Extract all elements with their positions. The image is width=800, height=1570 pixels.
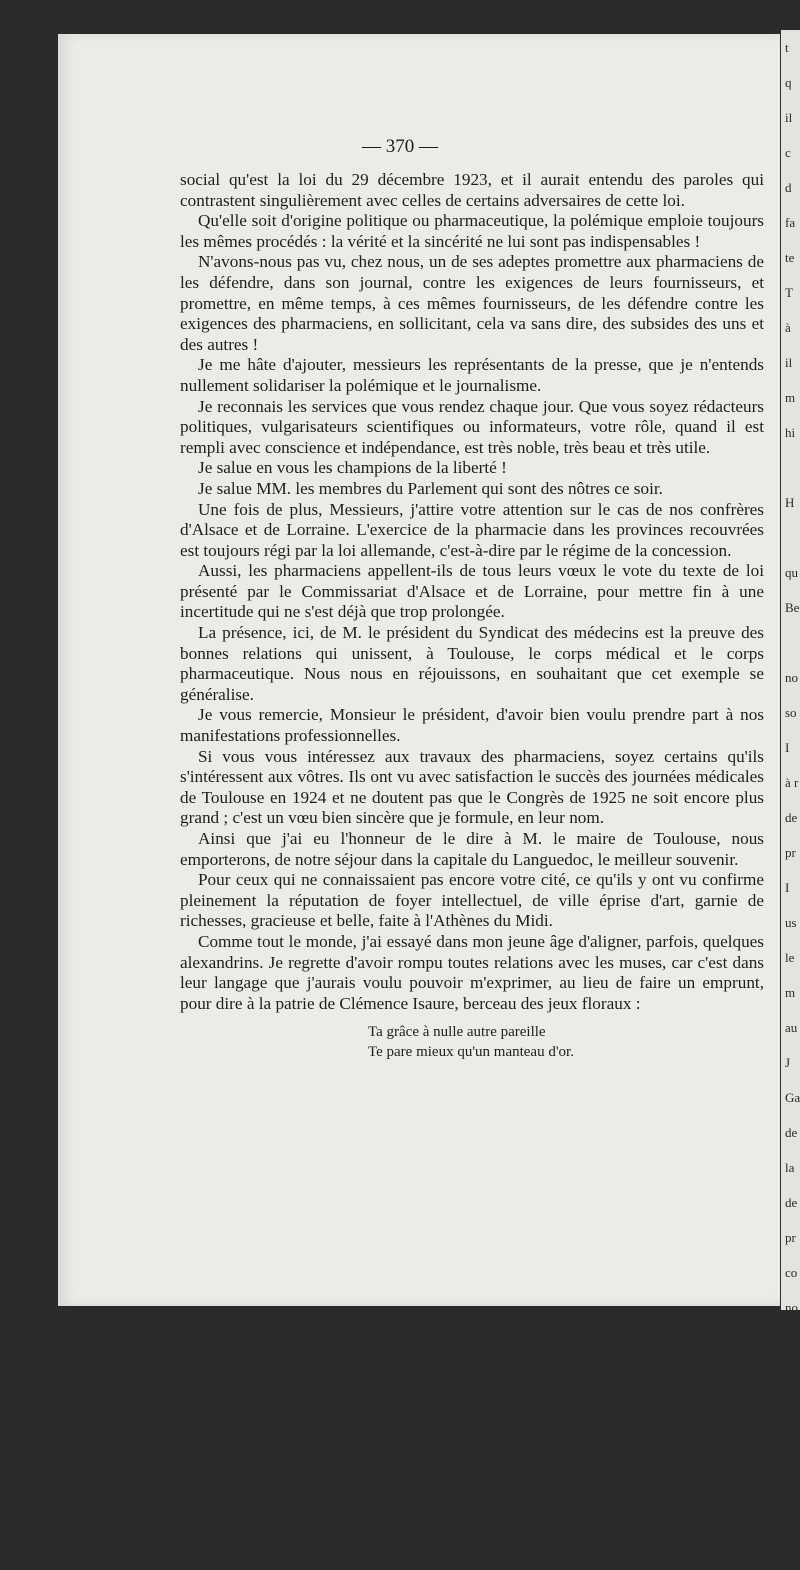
paragraph: social qu'est la loi du 29 décembre 1923, et il aurait entendu des paroles qui contrastent singulièrement avec celles de certains adversaires de cette loi.	[180, 170, 764, 210]
paragraph: Si vous vous intéressez aux travaux des pharmaciens, soyez certains qu'ils s'intéressent aux vôtres. Ils ont vu avec satisfaction le succès des journées médicales de Toulouse en 1924 et ne doutent pas que le Congrès de 1925 ne soit encore plus grand ; c'est un vœu bien sincère que je formule, en leur nom.	[180, 746, 764, 828]
next-page-fragment: m	[785, 985, 796, 1000]
next-page-fragment: m	[785, 390, 796, 405]
paragraph: Pour ceux qui ne connaissaient pas encore votre cité, ce qu'ils y ont vu confirme pleinement la réputation de foyer intellectuel, de ville éprise d'art, garnie de richesses, gracieuse et belle, faite à l'Athènes du Midi.	[180, 870, 764, 931]
next-page-fragment: no	[785, 1300, 798, 1315]
next-page-fragment	[781, 1395, 800, 1430]
next-page-fragment: J	[785, 1055, 791, 1070]
paragraph: Je me hâte d'ajouter, messieurs les représentants de la presse, que je n'entends nullement solidariser la polémique et le journalisme.	[180, 355, 764, 395]
next-page-fragment: T	[785, 285, 793, 300]
next-page-fragment: so	[785, 705, 797, 720]
paragraph: Je salue MM. les membres du Parlement qui sont des nôtres ce soir.	[198, 478, 663, 498]
next-page-fragment: pu	[785, 1475, 798, 1490]
next-page-fragment	[781, 450, 800, 485]
next-page-fragment: le	[785, 950, 795, 965]
next-page-fragment: à r	[785, 775, 799, 790]
next-page-fragment: au	[785, 1020, 798, 1035]
next-page-fragment: pr	[785, 845, 796, 860]
body-text	[180, 170, 764, 1062]
next-page-fragment	[781, 520, 800, 555]
next-page-fragment: soi	[785, 1545, 800, 1560]
next-page-fragment: de	[785, 810, 798, 825]
next-page-fragment: Ga	[785, 1090, 800, 1105]
page-number: — 370 —	[362, 136, 438, 157]
verse-line: Ta grâce à nulle autre pareille	[368, 1024, 546, 1041]
next-page-fragment: qu	[785, 565, 798, 580]
paragraph: Je vous remercie, Monsieur le président, d'avoir bien voulu prendre part à nos manifestations professionnelles.	[180, 705, 764, 746]
paragraph: Je salue en vous les champions de la liberté !	[198, 458, 507, 478]
paragraph: Qu'elle soit d'origine politique ou pharmaceutique, la polémique emploie toujours les mêmes procédés : la vérité et la sincérité ne lui sont pas indispensables !	[180, 211, 764, 251]
paragraph: Ainsi que j'ai eu l'honneur de le dire à M. le maire de Toulouse, nous emporterons, de notre séjour dans la capitale du Languedoc, le meilleur souvenir.	[180, 829, 764, 869]
next-page-fragment: il	[785, 355, 793, 370]
next-page-fragment: I	[785, 880, 790, 895]
next-page-fragment: d	[785, 180, 792, 195]
next-page-edge	[781, 30, 800, 1560]
paragraph: Je reconnais les services que vous rendez chaque jour. Que vous soyez rédacteurs politiques, vulgarisateurs scientifiques ou informateurs, votre rôle, quand il est rempli avec conscience et indépendance, est très noble, très beau et très utile.	[180, 396, 764, 457]
paragraph: La présence, ici, de M. le président du Syndicat des médecins est la preuve des bonnes relations qui unissent, à Toulouse, le corps médical et le corps pharmaceutique. Nous nous en réjouissons, en souhaitant que cet exemple se généralise.	[180, 623, 764, 704]
next-page-fragment: I	[785, 740, 790, 755]
next-page-fragment: q	[785, 75, 792, 90]
next-page-fragment: te	[785, 250, 795, 265]
paragraph: Aussi, les pharmaciens appellent-ils de tous leurs vœux le vote du texte de loi présenté par le Commissariat d'Alsace et de Lorraine, pour mettre fin à une incertitude qui ne s'est déjà que trop prolongée.	[180, 561, 764, 622]
next-page-fragment: fa	[785, 215, 796, 230]
next-page-fragment: t	[785, 40, 789, 55]
next-page-fragment: Be	[785, 600, 800, 615]
paragraph: Comme tout le monde, j'ai essayé dans mon jeune âge d'aligner, parfois, quelques alexandrins. Je regrette d'avoir rompu toutes relations avec les muses, car c'est dans leur langage que j'aurais voulu pouvoir m'exprimer, au lieu de faire un emprunt, pour dire à la patrie de Clémence Isaure, berceau des jeux floraux :	[180, 931, 764, 1013]
next-page-fragment: il	[785, 110, 793, 125]
next-page-fragment: la	[785, 1160, 795, 1175]
next-page-fragment: us	[785, 915, 797, 930]
next-page-fragment: ce	[785, 1335, 797, 1350]
next-page-fragment: no	[785, 1440, 798, 1455]
next-page-fragment: pr	[785, 1230, 796, 1245]
next-page-fragment: de	[785, 1195, 798, 1210]
next-page-fragment: de	[785, 1125, 798, 1140]
verse-line: Te pare mieux qu'un manteau d'or.	[368, 1044, 574, 1061]
paragraph: N'avons-nous pas vu, chez nous, un de ses adeptes promettre aux pharmaciens de les défendre, dans son journal, contre les exigences de leurs fournisseurs, et promettre, en même temps, à ces mêmes fournisseurs, de les défendre contre les exigences des pharmaciens, en sollicitant, cela va sans dire, des subsides des uns et des autres !	[180, 252, 764, 354]
next-page-fragment: H	[785, 495, 795, 510]
next-page-fragment: hi	[785, 425, 796, 440]
next-page-fragment: c	[785, 145, 791, 160]
next-page-fragment: co	[785, 1265, 798, 1280]
next-page-fragment: à	[785, 320, 791, 335]
next-page-fragment: do	[785, 1370, 798, 1385]
paragraph: Une fois de plus, Messieurs, j'attire votre attention sur le cas de nos confrères d'Alsace et de Lorraine. L'exercice de la pharmacie dans les provinces recouvrées est toujours régi par la loi allemande, c'est-à-dire par le régime de la concession.	[180, 499, 764, 560]
next-page-fragment: tie	[785, 1510, 798, 1525]
next-page-fragment	[781, 625, 800, 660]
next-page-fragment: no	[785, 670, 798, 685]
verse-quote	[180, 1022, 764, 1062]
